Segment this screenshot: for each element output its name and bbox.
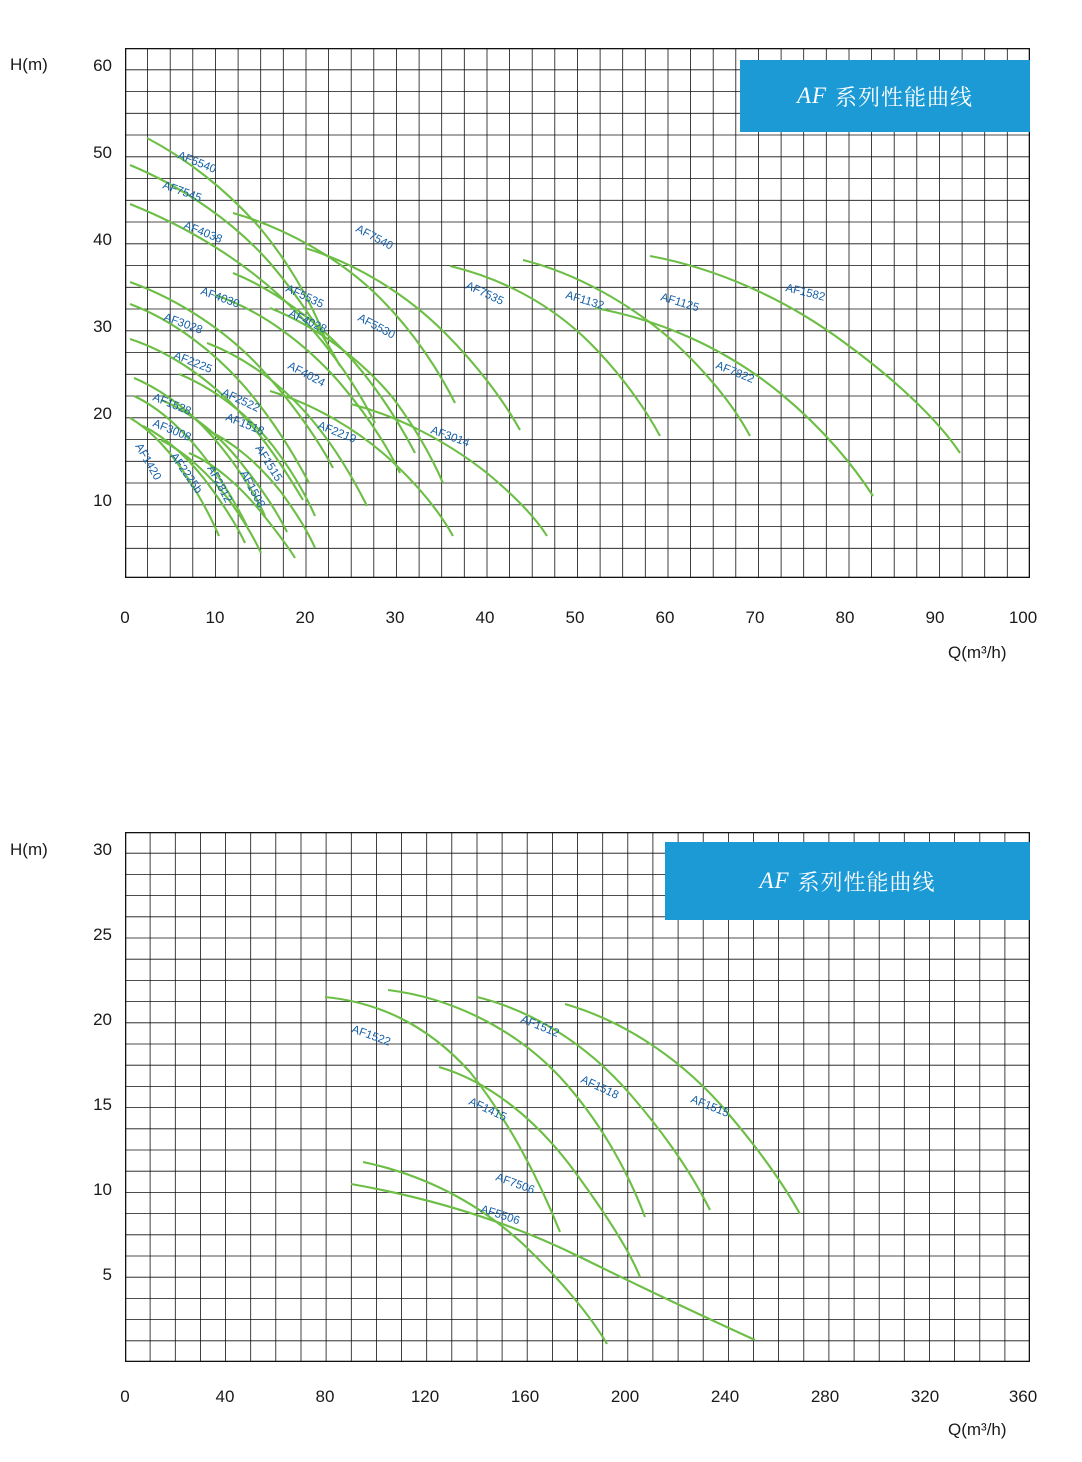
chart-top-banner: [740, 60, 1030, 132]
curve-label: AF1125: [659, 291, 701, 315]
chart-bottom-ytick: 5: [102, 1265, 112, 1284]
curve-label: AF7545: [160, 179, 203, 205]
chart-top-xtick: 90: [925, 608, 945, 627]
curve-label: AF3014: [428, 424, 471, 450]
chart-bottom-xtick: 120: [410, 1387, 440, 1406]
banner-cn-text: 系列性能曲线: [835, 85, 974, 111]
chart-top-xtick: 20: [295, 608, 315, 627]
curve-label: AF2522: [219, 386, 262, 415]
chart-top-y-axis-label: H(m): [10, 55, 48, 74]
banner-cn-text: 系列性能曲线: [797, 870, 936, 896]
chart-top-xtick: 10: [205, 608, 225, 627]
chart-top-ytick: 30: [93, 317, 112, 336]
chart-top-ytick: 20: [93, 404, 112, 423]
chart-top-xtick: 50: [565, 608, 585, 627]
curve-label: AF1518: [223, 411, 266, 438]
chart-bottom-ytick: 30: [93, 840, 112, 859]
curve-label: AF1515: [688, 1093, 731, 1120]
curve-label: AF4038: [181, 219, 224, 246]
curve-label: AF3008: [150, 417, 193, 444]
curve-label: AF1528: [150, 391, 193, 418]
chart-bottom-xtick: 40: [215, 1387, 235, 1406]
curve-label: AF4030: [198, 285, 241, 311]
curve-label: AF1518: [578, 1073, 621, 1102]
curve-label: AF2225b: [167, 450, 205, 496]
curve-label: AF1515: [252, 443, 284, 484]
chart-top-ytick: 60: [93, 56, 112, 75]
chart-bottom-ytick: 20: [93, 1010, 112, 1029]
curve-label: AF3028: [161, 311, 204, 337]
curve-label: AF5506: [479, 1203, 522, 1228]
chart-top-xtick: 100: [1008, 608, 1038, 627]
curve-label: AF5530: [355, 312, 397, 342]
curve-label: AF1522: [349, 1023, 392, 1049]
curve-label: AF1508: [237, 468, 267, 510]
chart-bottom-x-axis-label: Q(m³/h): [948, 1420, 1007, 1439]
chart-top-xtick: 40: [475, 608, 495, 627]
chart-bottom-xtick: 200: [610, 1387, 640, 1406]
curve-label: AF1512: [518, 1013, 561, 1040]
curve-label: AF7540: [353, 223, 395, 253]
curve-label: AF1415: [466, 1095, 509, 1124]
chart-top-xtick: 0: [120, 608, 130, 627]
chart-bottom-banner: [665, 842, 1030, 920]
chart-bottom-xtick: 160: [510, 1387, 540, 1406]
curve-label: AF4028: [286, 307, 329, 336]
chart-top-x-axis-label: Q(m³/h): [948, 643, 1007, 662]
chart-top-xtick: 60: [655, 608, 675, 627]
chart-bottom-ytick: 25: [93, 925, 112, 944]
chart-top-ytick: 40: [93, 230, 112, 249]
chart-bottom-xtick: 280: [810, 1387, 840, 1406]
curve-label: AF7535: [463, 279, 506, 308]
chart-bottom-xtick: 80: [315, 1387, 335, 1406]
curve-label: AF5535: [283, 282, 326, 311]
chart-bottom-xtick: 0: [120, 1387, 130, 1406]
chart-bottom-xtick: 240: [710, 1387, 740, 1406]
curve-label: AF5540: [175, 149, 218, 176]
curve-label: AF4024: [285, 360, 327, 390]
chart-top-xtick: 70: [745, 608, 765, 627]
chart-bottom-ytick: 10: [93, 1180, 112, 1199]
curve-label: AF2812: [204, 463, 234, 505]
curve-label: AF7822: [713, 359, 756, 386]
chart-bottom-y-axis-label: H(m): [10, 840, 48, 859]
performance-chart-top: [0, 0, 1082, 700]
chart-top-ytick: 50: [93, 143, 112, 162]
curve-label: AF2225: [171, 349, 214, 376]
curve-label: AF7506: [493, 1171, 536, 1197]
banner-af-text: AF: [796, 83, 828, 108]
curve-label: AF1420: [132, 441, 163, 483]
curve-label: AF1132: [564, 289, 606, 313]
banner-af-text: AF: [759, 868, 790, 893]
chart-top-xtick: 80: [835, 608, 855, 627]
curve-label: AF1582: [784, 282, 827, 304]
chart-top-ytick: 10: [93, 491, 112, 510]
chart-bottom-xtick: 360: [1008, 1387, 1038, 1406]
chart-bottom-ytick: 15: [93, 1095, 112, 1114]
chart-bottom-xtick: 320: [910, 1387, 940, 1406]
curve-label: AF2219: [315, 419, 358, 446]
performance-chart-bottom: [0, 770, 1082, 1462]
chart-top-xtick: 30: [385, 608, 405, 627]
